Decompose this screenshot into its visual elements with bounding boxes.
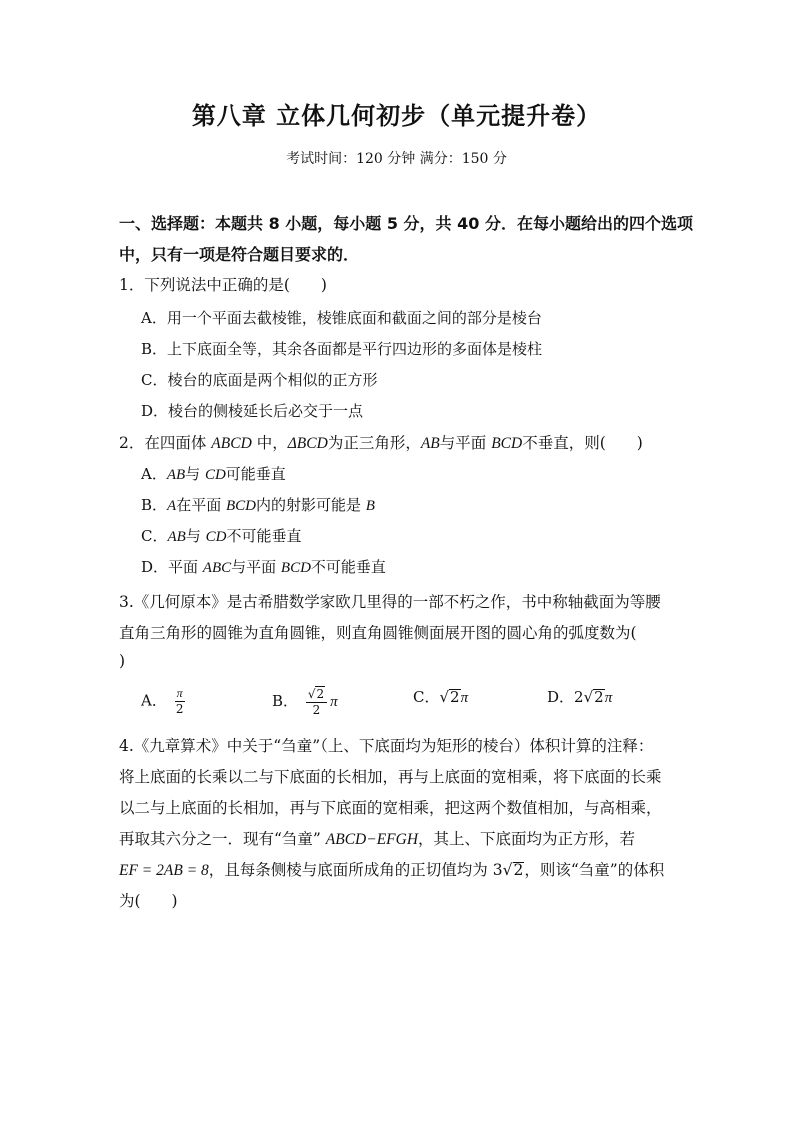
question-2-option-a: A．AB与 CD可能垂直 [141, 465, 286, 483]
exam-info: 考试时间：120 分钟 满分：150 分 [286, 151, 507, 167]
question-4-stem-line4: 再取其六分之一．现有“刍童” ABCD−EFGH，其上、下底面均为正方形，若 [119, 830, 636, 848]
question-2-option-b: B．A在平面 BCD内的射影可能是 B [141, 496, 375, 514]
question-2-option-d: D．平面 ABC与平面 BCD不可能垂直 [141, 558, 386, 576]
question-1-option-c: C．棱台的底面是两个相似的正方形 [141, 371, 378, 389]
question-3-option-b: B． $\frac{√2}{2}$ π [272, 687, 338, 717]
section-header-line1: 一、选择题：本题共 8 小题，每小题 5 分，共 40 分．在每小题给出的四个选项 [119, 214, 693, 233]
question-4-stem-line6: 为( ) [119, 892, 178, 910]
question-4-stem-line3: 以二与上底面的长相加，再与下底面的宽相乘，把这两个数值相加，与高相乘， [119, 799, 662, 817]
question-1-option-d: D．棱台的侧棱延长后必交于一点 [141, 402, 364, 420]
question-1-stem: 1．下列说法中正确的是( ) [119, 276, 327, 294]
question-3-option-c: C．√2π [413, 688, 469, 706]
question-4-stem-line2: 将上底面的长乘以二与下底面的长相加，再与上底面的宽相乘，将下底面的长乘 [119, 768, 662, 786]
question-3-stem-line3: ) [119, 652, 126, 670]
question-4-stem-line5: EF = 2AB = 8，且每条侧棱与底面所成角的正切值均为 3√2，则该“刍童”的体积 [119, 861, 665, 879]
question-3-option-d: D．2√2π [547, 688, 613, 706]
question-4-stem-line1: 4.《九章算术》中关于“刍童”（上、下底面均为矩形的棱台）体积计算的注释： [119, 737, 654, 755]
question-2-option-c: C．AB与 CD不可能垂直 [141, 527, 302, 545]
page-title: 第八章 立体几何初步（单元提升卷） [191, 102, 602, 130]
question-3-option-a: A． $\frac{\pi}{2}$ [141, 686, 184, 716]
question-3-stem-line2: 直角三角形的圆锥为直角圆锥，则直角圆锥侧面展开图的圆心角的弧度数为( [119, 624, 637, 642]
question-3-stem-line1: 3.《几何原本》是古希腊数学家欧几里得的一部不朽之作，书中称轴截面为等腰 [119, 593, 661, 611]
question-1-option-a: A．用一个平面去截棱锥，棱锥底面和截面之间的部分是棱台 [141, 309, 542, 327]
question-1-option-b: B．上下底面全等，其余各面都是平行四边形的多面体是棱柱 [141, 340, 543, 358]
question-2-stem: 2．在四面体 ABCD 中，ΔBCD为正三角形，AB与平面 BCD不垂直，则( ) [119, 434, 643, 452]
section-header-line2: 中，只有一项是符合题目要求的． [119, 245, 360, 264]
